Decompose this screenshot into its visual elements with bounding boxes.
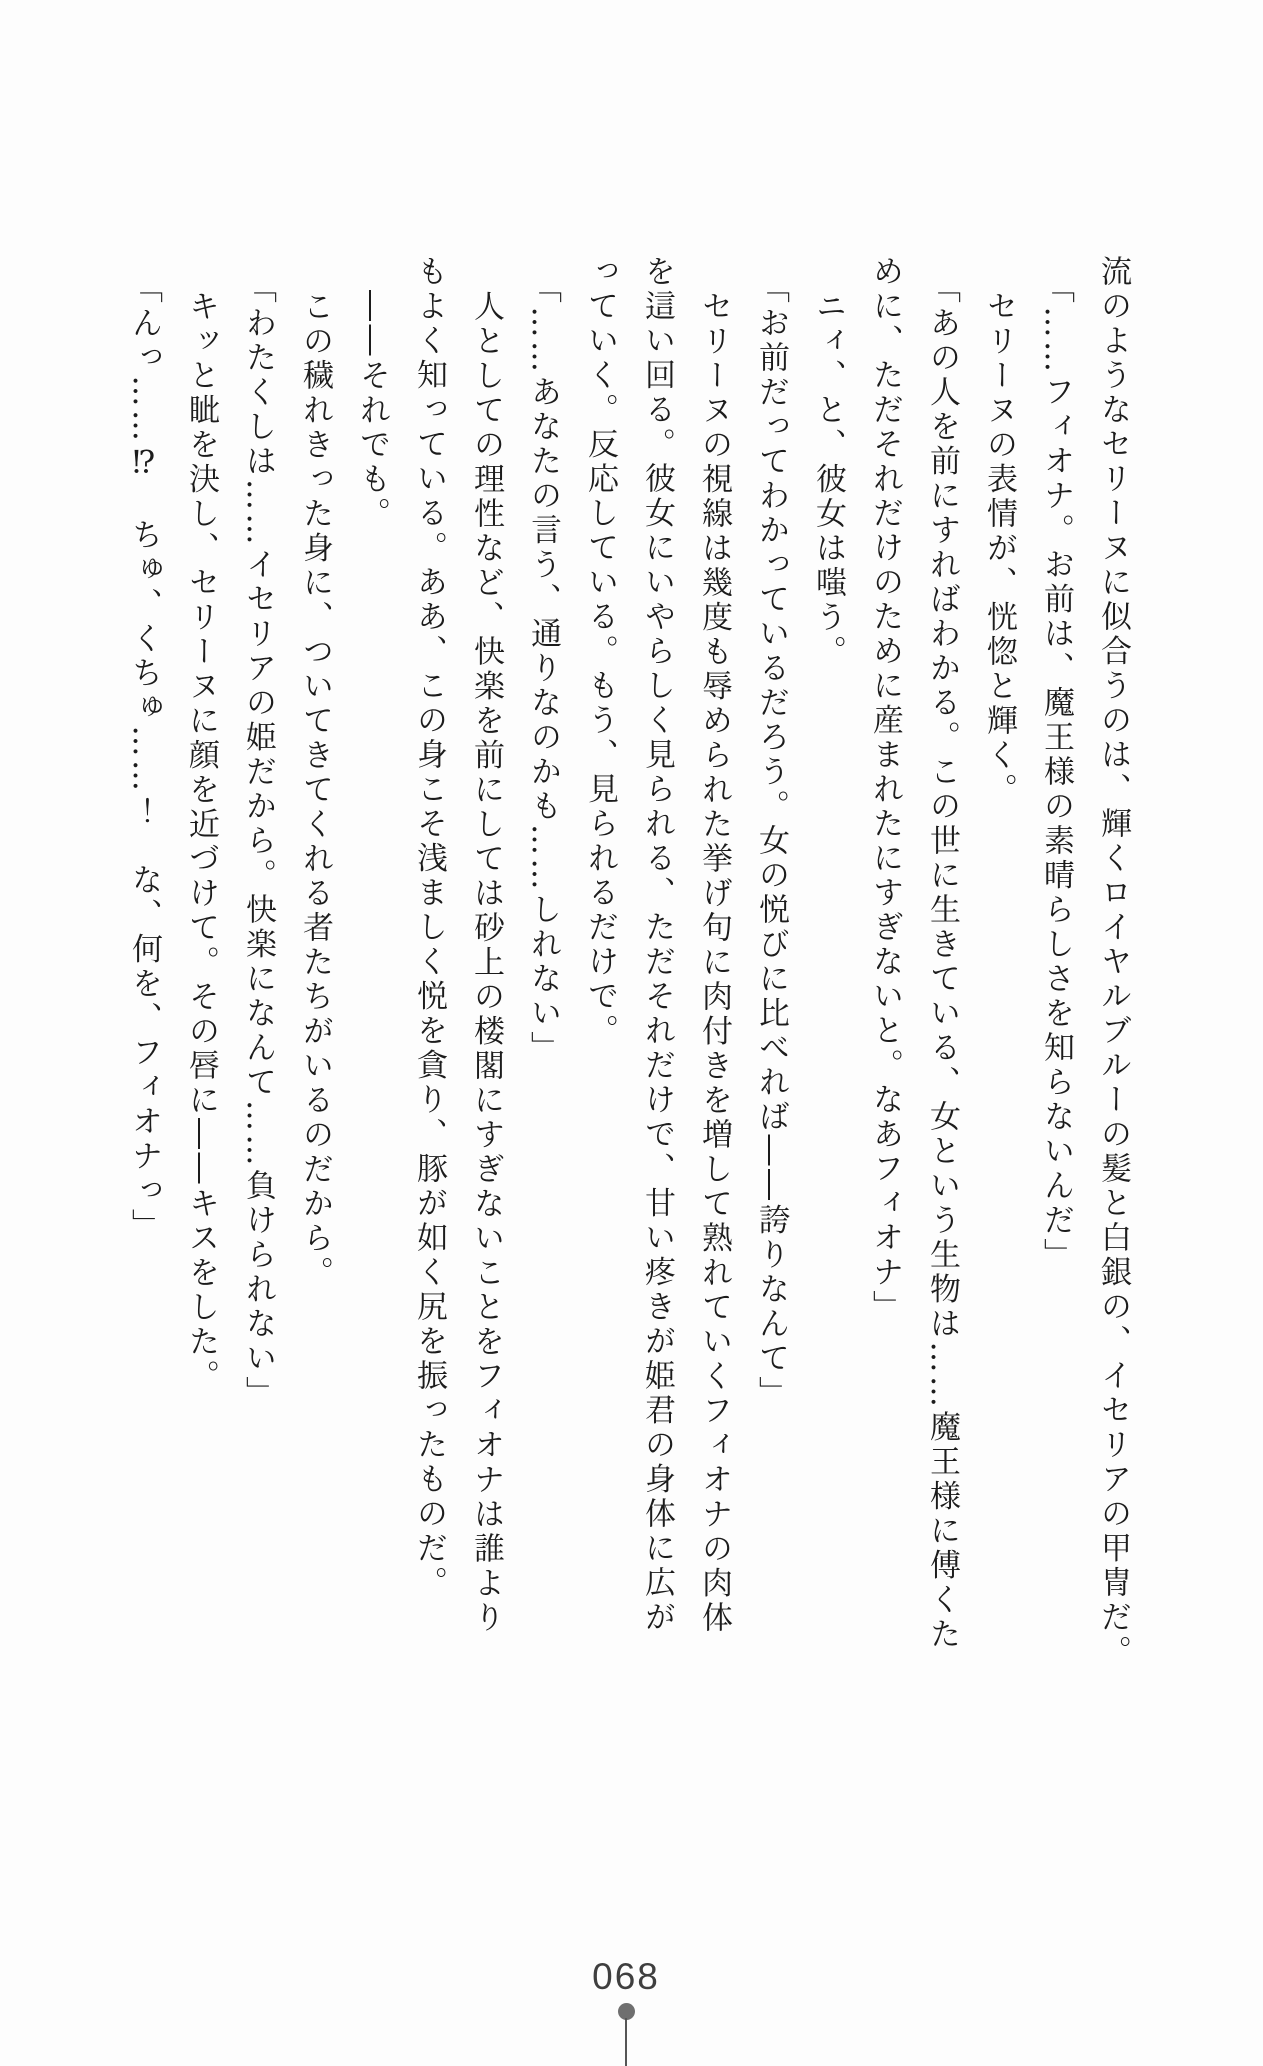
text-line: キッと眦を決し、セリーヌに顔を近づけて。その唇に――キスをした。 bbox=[183, 289, 219, 1394]
page-number: 068 bbox=[592, 1956, 660, 1997]
text-line: 人としての理性など、快楽を前にしては砂上の楼閣にすぎないことをフィオナは誰より bbox=[468, 289, 504, 1635]
text-line: セリーヌの視線は幾度も辱められた挙げ句に肉付きを増して熟れていくフィオナの肉体 bbox=[696, 289, 732, 1635]
text-line: もよく知っている。ああ、この身こそ浅ましく悦を貪り、豚が如く尻を振ったものだ。 bbox=[411, 255, 447, 1601]
text-line: この穢れきった身に、ついてきてくれる者たちがいるのだから。 bbox=[297, 289, 333, 1290]
text-line: 「……あなたの言う、通りなのかも……しれない」 bbox=[525, 272, 561, 1066]
footer-rule-icon bbox=[625, 2018, 627, 2066]
text-line: めに、ただそれだけのために産まれたにすぎないと。なあフィオナ」 bbox=[867, 255, 903, 1325]
text-line: 「あの人を前にすればわかる。この世に生きている、女という生物は……魔王様に傅くた bbox=[924, 272, 960, 1652]
footer-dot-icon bbox=[618, 2003, 635, 2020]
text-line: 「んっ……⁉ ちゅ、くちゅ……！ な、何を、フィオナっ」 bbox=[126, 272, 162, 1243]
text-line: 「……フィオナ。お前は、魔王様の素晴らしさを知らないんだ」 bbox=[1038, 272, 1074, 1273]
text-line: セリーヌの表情が、恍惚と輝く。 bbox=[981, 289, 1017, 807]
text-line: ニィ、と、彼女は嗤う。 bbox=[810, 289, 846, 669]
text-line: 流のようなセリーヌに似合うのは、輝くロイヤルブルーの髪と白銀の、イセリアの甲冑だ。 bbox=[1095, 255, 1131, 1670]
text-line: ――それでも。 bbox=[354, 289, 390, 531]
text-line: 「わたくしは……イセリアの姫だから。快楽になんて……負けられない」 bbox=[240, 272, 276, 1411]
text-line: 「お前だってわかっているだろう。女の悦びに比べれば――誇りなんて」 bbox=[753, 272, 789, 1411]
text-line: っていく。反応している。もう、見られるだけで。 bbox=[582, 255, 618, 1049]
body-text bbox=[115, 255, 1141, 1670]
text-line: を這い回る。彼女にいやらしく見られる、ただそれだけで、甘い疼きが姫君の身体に広が bbox=[639, 255, 675, 1635]
